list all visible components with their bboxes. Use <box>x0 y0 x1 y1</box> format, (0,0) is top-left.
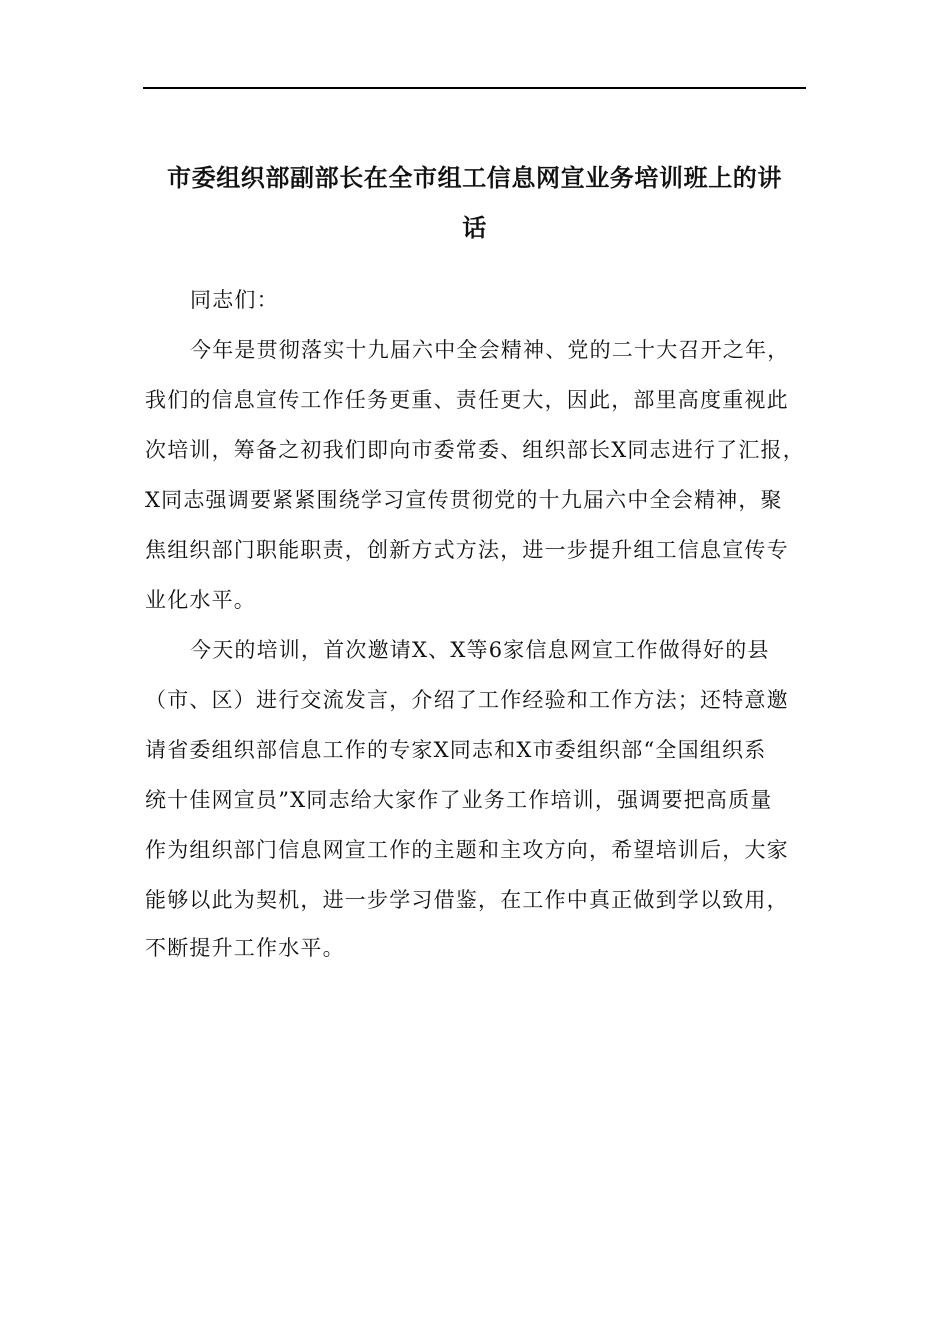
paragraph-line: 焦组织部门职能职责，创新方式方法，进一步提升组工信息宣传专 <box>145 538 789 562</box>
paragraph-line: 我们的信息宣传工作任务更重、责任更大，因此，部里高度重视此 <box>145 388 789 412</box>
paragraph-line: 请省委组织部信息工作的专家X同志和X市委组织部“全国组织系 <box>145 738 767 762</box>
paragraph-line: 不断提升工作水平。 <box>145 936 345 960</box>
paragraph-line: X同志强调要紧紧围绕学习宣传贯彻党的十九届六中全会精神，聚 <box>145 488 783 512</box>
paragraph-line: 业化水平。 <box>145 588 256 612</box>
paragraph-line: 今年是贯彻落实十九届六中全会精神、党的二十大召开之年， <box>190 338 790 362</box>
header-rule <box>143 87 806 89</box>
document-title-line-2: 话 <box>462 213 487 242</box>
paragraph-line: 统十佳网宣员”X同志给大家作了业务工作培训，强调要把高质量 <box>145 788 773 812</box>
paragraph-line: 次培训，筹备之初我们即向市委常委、组织部长X同志进行了汇报， <box>145 438 805 462</box>
paragraph-line: 作为组织部门信息网宣工作的主题和主攻方向，希望培训后，大家 <box>145 838 789 862</box>
paragraph-line: 能够以此为契机，进一步学习借鉴，在工作中真正做到学以致用， <box>145 888 789 912</box>
paragraph-line: 今天的培训，首次邀请X、X等6家信息网宣工作做得好的县 <box>190 638 770 662</box>
paragraph-line: （市、区）进行交流发言，介绍了工作经验和工作方法；还特意邀 <box>145 688 789 712</box>
greeting: 同志们： <box>190 288 279 312</box>
document-title-line-1: 市委组织部副部长在全市组工信息网宣业务培训班上的讲 <box>167 163 782 192</box>
